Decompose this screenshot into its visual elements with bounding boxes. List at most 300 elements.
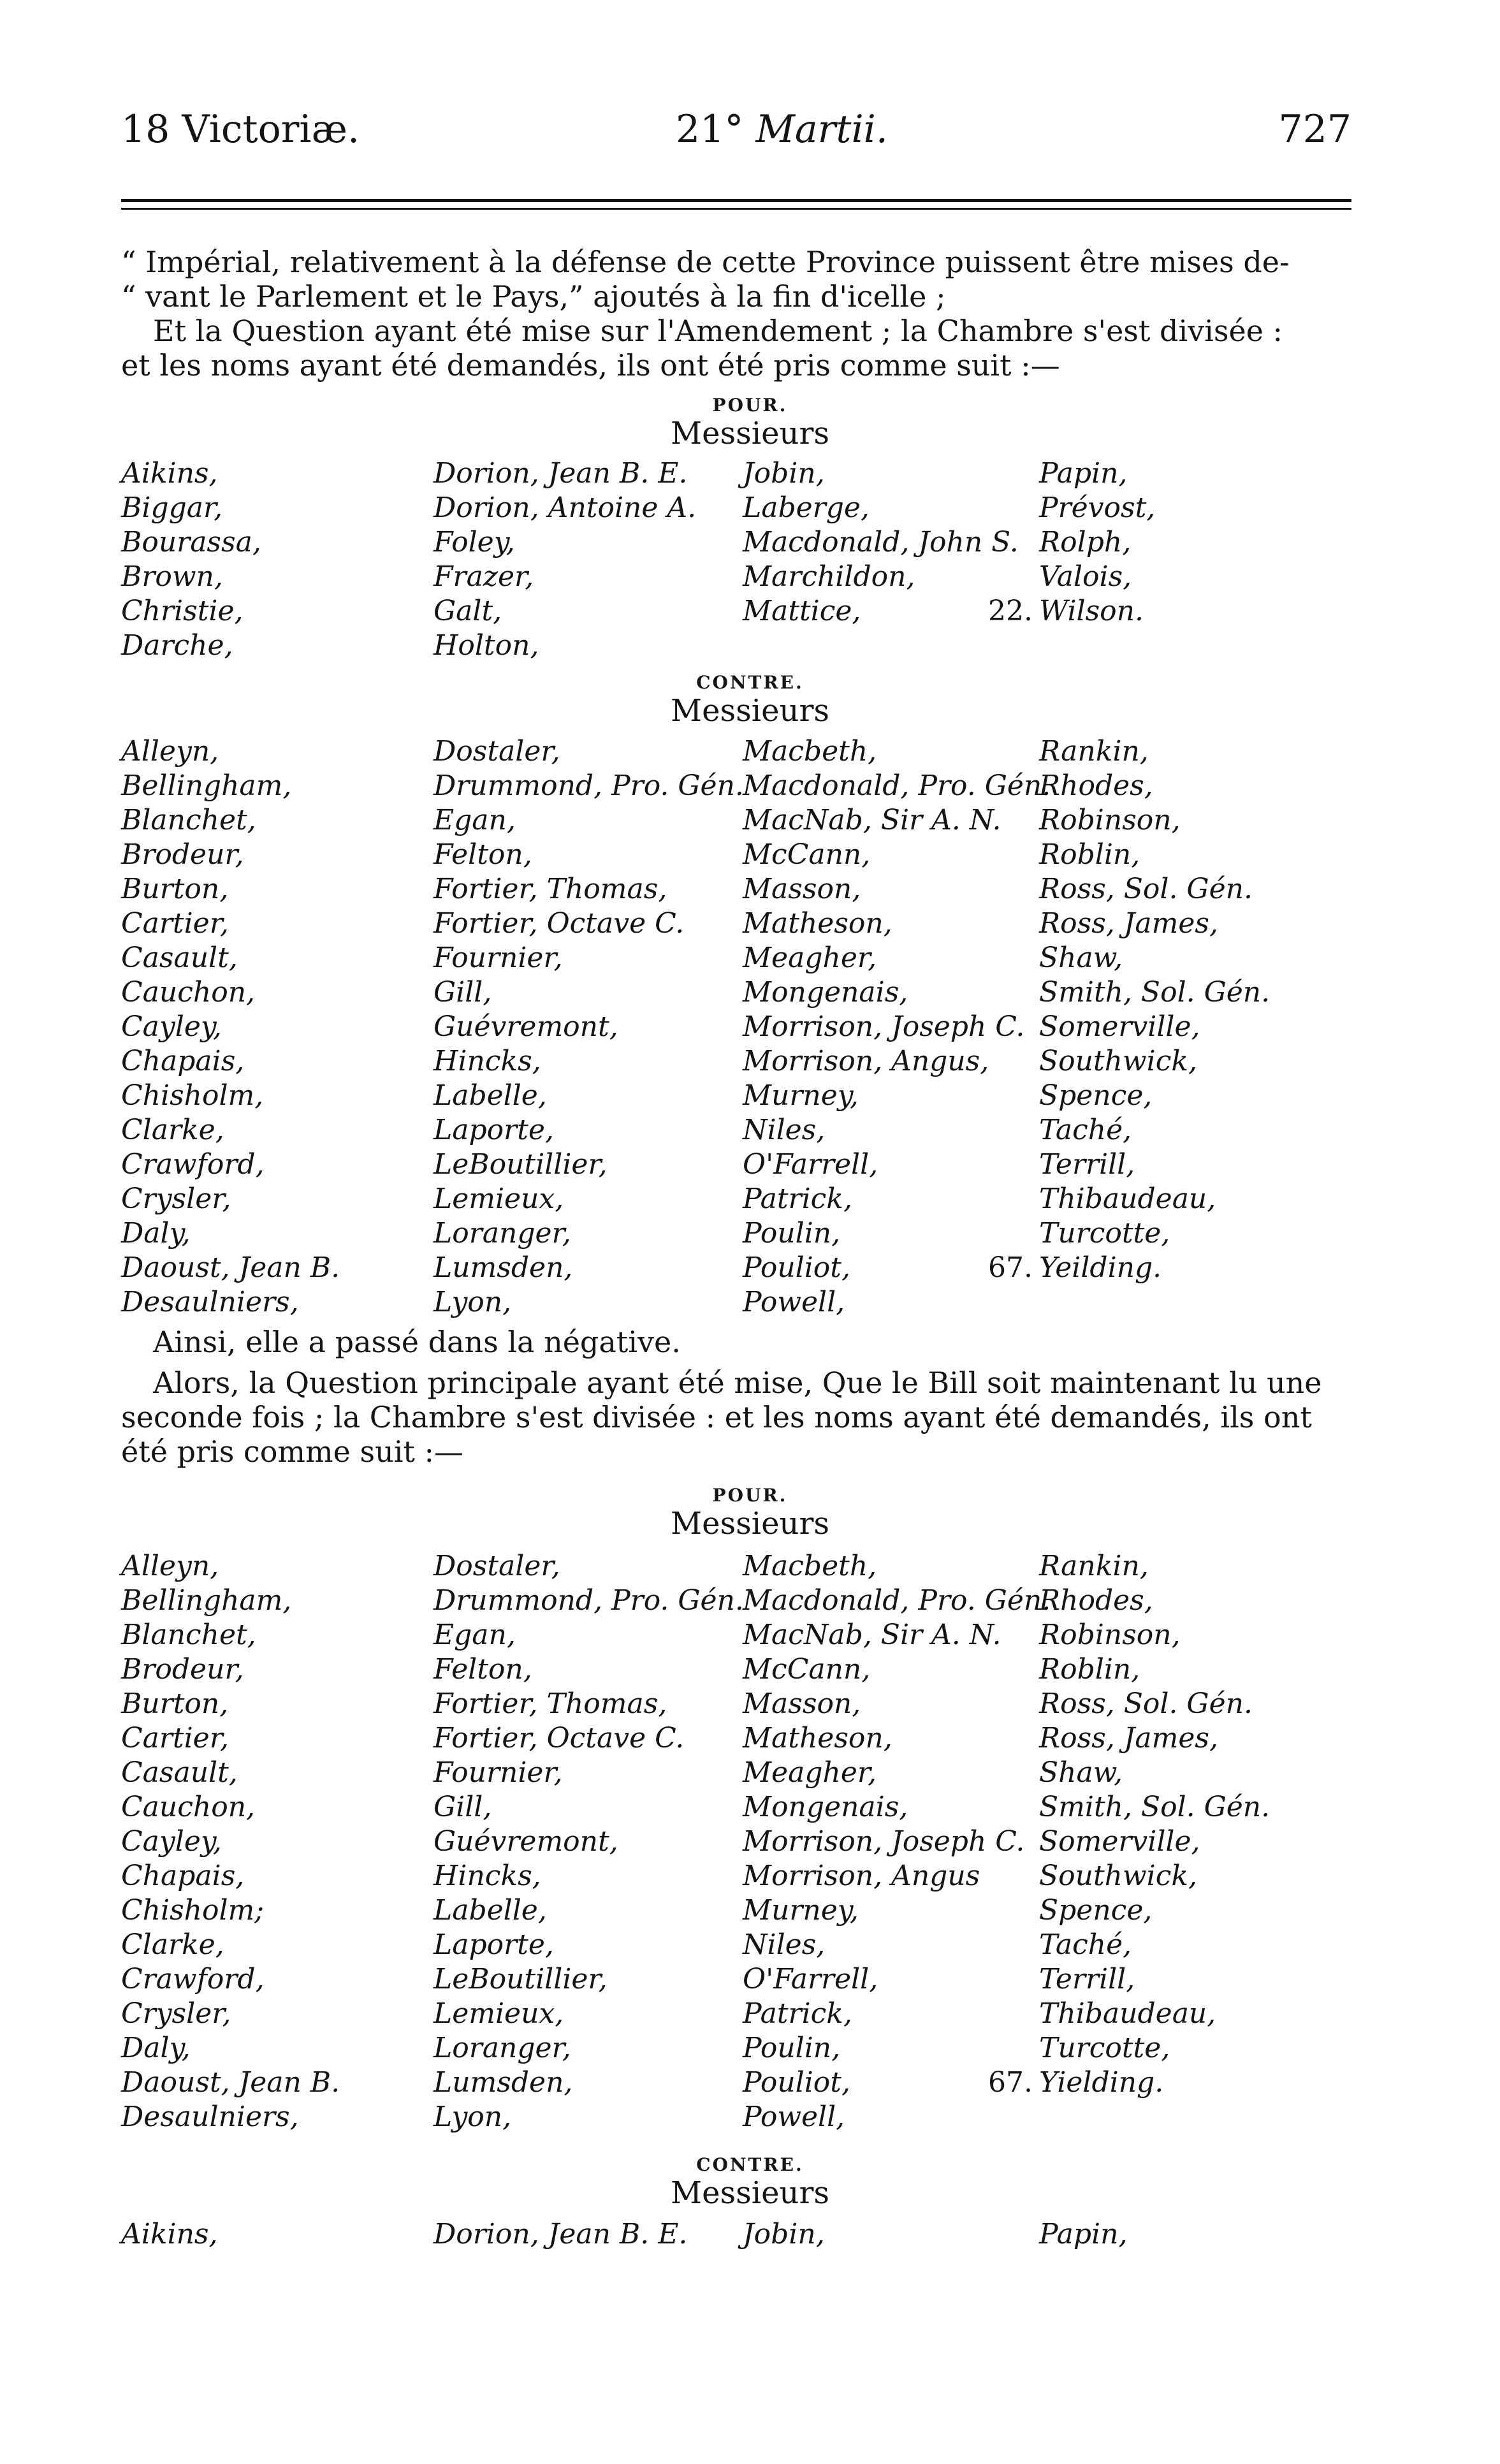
vote-row bbox=[121, 769, 1351, 803]
name-cell bbox=[743, 1825, 1024, 1859]
member-name: Burton, bbox=[121, 1688, 229, 1720]
vote-row bbox=[121, 1962, 1351, 1997]
name-cell bbox=[433, 2217, 687, 2252]
name-cell bbox=[121, 1928, 224, 1962]
member-name: Mongenais, bbox=[743, 1791, 908, 1823]
vote1-pour-heading bbox=[0, 395, 1500, 451]
member-name: Patrick, bbox=[743, 1183, 852, 1215]
member-name: Brown, bbox=[121, 560, 223, 593]
name-cell bbox=[743, 525, 1019, 560]
name-cell bbox=[433, 838, 532, 872]
vote-row bbox=[121, 560, 1351, 594]
name-cell bbox=[1039, 1148, 1135, 1182]
member-name: Macbeth, bbox=[743, 1550, 877, 1582]
member-name: Crawford, bbox=[121, 1148, 265, 1181]
member-name: Ross, Sol. Gén. bbox=[1039, 873, 1253, 905]
name-cell bbox=[433, 525, 515, 560]
name-cell bbox=[743, 907, 892, 941]
member-name: Blanchet, bbox=[121, 804, 256, 836]
name-cell bbox=[1039, 1893, 1152, 1928]
vote-row bbox=[121, 1079, 1351, 1113]
name-cell bbox=[743, 1148, 878, 1182]
member-name: Brodeur, bbox=[121, 1653, 244, 1686]
page-number: 727 bbox=[1278, 107, 1351, 152]
name-cell bbox=[743, 1044, 989, 1079]
vote2-pour-heading bbox=[0, 1485, 1500, 1542]
member-name: Foley, bbox=[433, 526, 515, 558]
vote-row bbox=[121, 456, 1351, 491]
member-name: Dostaler, bbox=[433, 735, 560, 768]
vote-row bbox=[121, 1756, 1351, 1790]
vote-row bbox=[121, 1285, 1351, 1320]
member-name: Roblin, bbox=[1039, 1653, 1140, 1686]
member-name: Fortier, Octave C. bbox=[433, 907, 685, 940]
member-name: Laberge, bbox=[743, 492, 870, 524]
name-cell bbox=[1039, 1549, 1149, 1584]
vote-row bbox=[121, 594, 1351, 629]
vote-row bbox=[121, 629, 1351, 663]
name-cell bbox=[1039, 1997, 1216, 2031]
member-name: Lemieux, bbox=[433, 1997, 564, 2030]
member-name: Laporte, bbox=[433, 1928, 554, 1961]
name-cell bbox=[743, 1790, 908, 1825]
member-name: Dostaler, bbox=[433, 1550, 560, 1582]
name-cell bbox=[433, 941, 563, 975]
member-name: Brodeur, bbox=[121, 838, 244, 871]
name-cell bbox=[433, 803, 516, 838]
member-name: Yeilding. bbox=[1039, 1251, 1162, 1284]
member-name: Felton, bbox=[433, 838, 532, 871]
member-name: Masson, bbox=[743, 873, 861, 905]
name-cell bbox=[121, 941, 238, 975]
name-cell bbox=[1039, 1113, 1132, 1148]
member-name: Loranger, bbox=[433, 2032, 571, 2064]
vote-row bbox=[121, 1148, 1351, 1182]
name-cell bbox=[743, 803, 1001, 838]
member-name: Desaulniers, bbox=[121, 2101, 299, 2133]
name-cell bbox=[743, 1859, 980, 1893]
member-name: Robinson, bbox=[1039, 804, 1181, 836]
name-cell bbox=[743, 1182, 852, 1216]
name-cell bbox=[1039, 1687, 1253, 1721]
member-name: Ross, Sol. Gén. bbox=[1039, 1688, 1253, 1720]
member-name: Gill, bbox=[433, 1791, 492, 1823]
member-name: Mongenais, bbox=[743, 976, 908, 1009]
name-cell bbox=[121, 1216, 191, 1251]
name-cell bbox=[433, 1285, 511, 1320]
header-month: Martii. bbox=[755, 107, 888, 152]
member-name: Meagher, bbox=[743, 1756, 877, 1789]
name-cell bbox=[433, 1790, 492, 1825]
name-cell bbox=[1039, 2217, 1127, 2252]
name-cell bbox=[743, 560, 915, 594]
member-name: Cayley, bbox=[121, 1010, 222, 1043]
member-name: Chapais, bbox=[121, 1860, 245, 1892]
header-day: 21° bbox=[676, 107, 744, 152]
member-name: Prévost, bbox=[1039, 492, 1156, 524]
name-cell bbox=[743, 1618, 1001, 1652]
name-cell bbox=[121, 803, 256, 838]
member-name: Lumsden, bbox=[433, 1251, 573, 1284]
member-name: Papin, bbox=[1039, 457, 1128, 490]
name-cell bbox=[433, 1584, 744, 1618]
name-cell bbox=[121, 1148, 265, 1182]
name-cell bbox=[433, 1113, 554, 1148]
name-cell bbox=[121, 2100, 299, 2134]
name-cell bbox=[743, 2066, 850, 2100]
name-cell bbox=[1039, 907, 1218, 941]
name-cell bbox=[743, 1721, 892, 1756]
name-cell bbox=[121, 838, 244, 872]
question-line-3: été pris comme suit :— bbox=[121, 1434, 464, 1469]
name-cell bbox=[1039, 456, 1127, 491]
name-cell bbox=[433, 1825, 618, 1859]
name-cell bbox=[1039, 1790, 1270, 1825]
member-name: Wilson. bbox=[1039, 595, 1144, 627]
name-cell bbox=[433, 1962, 608, 1997]
vote-row bbox=[121, 1618, 1351, 1652]
vote-row bbox=[121, 1010, 1351, 1044]
member-name: Turcotte, bbox=[1039, 1217, 1170, 1250]
name-cell bbox=[121, 491, 222, 525]
member-name: Pouliot, bbox=[743, 2066, 850, 2099]
name-cell bbox=[743, 872, 861, 907]
member-name: Rolph, bbox=[1039, 526, 1132, 558]
member-name: Valois, bbox=[1039, 560, 1132, 593]
member-name: Ross, James, bbox=[1039, 907, 1218, 940]
member-name: Robinson, bbox=[1039, 1619, 1181, 1651]
vote-row bbox=[121, 1044, 1351, 1079]
name-cell bbox=[433, 2031, 571, 2066]
member-name: Lumsden, bbox=[433, 2066, 573, 2099]
question-line-1: Alors, la Question principale ayant été mise, Que le Bill soit maintenant lu une bbox=[153, 1366, 1322, 1400]
vote-row bbox=[121, 1893, 1351, 1928]
name-cell bbox=[1039, 2031, 1170, 2066]
member-name: Felton, bbox=[433, 1653, 532, 1686]
member-name: Casault, bbox=[121, 1756, 238, 1789]
vote1-pour-list bbox=[121, 456, 1351, 663]
name-cell bbox=[121, 1859, 244, 1893]
name-cell bbox=[433, 1756, 563, 1790]
member-name: Turcotte, bbox=[1039, 2032, 1170, 2064]
member-name: Aikins, bbox=[121, 2218, 218, 2250]
name-cell bbox=[121, 975, 255, 1010]
member-name: Jobin, bbox=[743, 457, 825, 490]
messieurs-label: Messieurs bbox=[670, 416, 830, 451]
member-name: Thibaudeau, bbox=[1039, 1183, 1216, 1215]
name-cell bbox=[121, 1044, 244, 1079]
member-name: Dorion, Jean B. E. bbox=[433, 2218, 688, 2250]
name-cell bbox=[743, 975, 908, 1010]
member-name: Blanchet, bbox=[121, 1619, 256, 1651]
member-name: Dorion, Antoine A. bbox=[433, 492, 697, 524]
intro-line-4: et les noms ayant été demandés, ils ont été pris comme suit :— bbox=[121, 348, 1060, 383]
member-name: Southwick, bbox=[1039, 1045, 1198, 1077]
member-name: Roblin, bbox=[1039, 838, 1140, 871]
name-cell bbox=[121, 1618, 256, 1652]
member-name: Southwick, bbox=[1039, 1860, 1198, 1892]
member-name: Matheson, bbox=[743, 907, 892, 940]
member-name: Meagher, bbox=[743, 942, 877, 974]
name-cell bbox=[743, 2217, 825, 2252]
member-name: Drummond, Pro. Gén. bbox=[433, 769, 744, 802]
messieurs-label: Messieurs bbox=[670, 1506, 830, 1542]
name-cell bbox=[433, 1010, 618, 1044]
vote-row bbox=[121, 1584, 1351, 1618]
member-name: Darche, bbox=[121, 629, 233, 662]
vote2-contre-heading bbox=[0, 2155, 1500, 2211]
member-name: Christie, bbox=[121, 595, 244, 627]
name-cell bbox=[121, 1756, 238, 1790]
name-cell bbox=[121, 2031, 191, 2066]
name-cell bbox=[1039, 734, 1149, 769]
member-name: Holton, bbox=[433, 629, 539, 662]
name-cell bbox=[121, 1893, 264, 1928]
member-name: Fortier, Thomas, bbox=[433, 1688, 667, 1720]
name-cell bbox=[121, 1010, 222, 1044]
vote-row bbox=[121, 941, 1351, 975]
member-name: Cayley, bbox=[121, 1825, 222, 1858]
name-cell bbox=[743, 1584, 1051, 1618]
member-name: Niles, bbox=[743, 1114, 826, 1146]
name-cell bbox=[433, 456, 687, 491]
vote-row bbox=[121, 1251, 1351, 1285]
vote-row bbox=[121, 525, 1351, 560]
member-name: Lyon, bbox=[433, 2101, 512, 2133]
member-name: LeBoutillier, bbox=[433, 1148, 608, 1181]
member-name: Rankin, bbox=[1039, 1550, 1149, 1582]
member-name: Marchildon, bbox=[743, 560, 915, 593]
member-name: McCann, bbox=[743, 838, 871, 871]
name-cell bbox=[1039, 1652, 1140, 1687]
name-cell bbox=[743, 1756, 877, 1790]
vote-row bbox=[121, 2031, 1351, 2066]
member-name: Crysler, bbox=[121, 1997, 231, 2030]
member-name: Fournier, bbox=[433, 1756, 563, 1789]
header-rule bbox=[121, 199, 1351, 202]
member-name: Terrill, bbox=[1039, 1148, 1135, 1181]
name-cell bbox=[743, 491, 870, 525]
member-name: Gill, bbox=[433, 976, 492, 1009]
vote-row bbox=[121, 734, 1351, 769]
vote2-pour-list bbox=[121, 1549, 1351, 2134]
name-cell bbox=[743, 1010, 1024, 1044]
member-name: Labelle, bbox=[433, 1079, 547, 1112]
vote-row bbox=[121, 1216, 1351, 1251]
member-name: Patrick, bbox=[743, 1997, 852, 2030]
pour-label: POUR. bbox=[712, 395, 788, 416]
name-cell bbox=[121, 525, 261, 560]
name-cell bbox=[1039, 1825, 1200, 1859]
running-header bbox=[121, 107, 1351, 177]
name-cell bbox=[743, 1997, 852, 2031]
member-name: Papin, bbox=[1039, 2218, 1128, 2250]
member-name: Biggar, bbox=[121, 492, 223, 524]
name-cell bbox=[433, 1928, 554, 1962]
intro-line-1: “ Impérial, relativement à la défense de cette Province puissent être mises de- bbox=[121, 245, 1290, 279]
vote-row bbox=[121, 872, 1351, 907]
name-cell bbox=[743, 941, 877, 975]
member-name: Somerville, bbox=[1039, 1010, 1200, 1043]
name-cell bbox=[743, 1251, 850, 1285]
name-cell bbox=[121, 1079, 263, 1113]
name-cell bbox=[1039, 1079, 1152, 1113]
vote-count: 67. bbox=[988, 2066, 1033, 2099]
name-cell bbox=[433, 1549, 560, 1584]
name-cell bbox=[743, 2100, 845, 2134]
member-name: Masson, bbox=[743, 1688, 861, 1720]
name-cell bbox=[433, 1148, 608, 1182]
vote-row bbox=[121, 975, 1351, 1010]
pour-label: POUR. bbox=[712, 1485, 788, 1506]
name-cell bbox=[433, 1182, 564, 1216]
member-name: Cauchon, bbox=[121, 1791, 256, 1823]
member-name: Clarke, bbox=[121, 1928, 224, 1961]
member-name: Hincks, bbox=[433, 1045, 541, 1077]
name-cell bbox=[743, 734, 877, 769]
name-cell bbox=[743, 594, 861, 629]
member-name: Egan, bbox=[433, 1619, 516, 1651]
name-cell bbox=[743, 1285, 845, 1320]
contre-label: CONTRE. bbox=[696, 672, 804, 693]
member-name: Laporte, bbox=[433, 1114, 554, 1146]
name-cell bbox=[433, 1251, 572, 1285]
vote2-contre-list bbox=[121, 2217, 1351, 2252]
name-cell bbox=[121, 872, 228, 907]
name-cell bbox=[743, 1893, 859, 1928]
member-name: Murney, bbox=[743, 1079, 859, 1112]
member-name: Murney, bbox=[743, 1894, 859, 1927]
name-cell bbox=[121, 456, 218, 491]
vote-row bbox=[121, 1825, 1351, 1859]
name-cell bbox=[433, 734, 560, 769]
member-name: Desaulniers, bbox=[121, 1286, 299, 1318]
vote-row bbox=[121, 1687, 1351, 1721]
name-cell bbox=[1039, 1584, 1153, 1618]
member-name: Cartier, bbox=[121, 907, 229, 940]
name-cell bbox=[121, 734, 219, 769]
name-cell bbox=[121, 1285, 299, 1320]
member-name: Crysler, bbox=[121, 1183, 231, 1215]
member-name: Alleyn, bbox=[121, 1550, 219, 1582]
name-cell bbox=[1039, 872, 1253, 907]
name-cell bbox=[121, 1584, 291, 1618]
name-cell bbox=[1039, 525, 1131, 560]
name-cell bbox=[743, 1687, 861, 1721]
name-cell bbox=[121, 2217, 218, 2252]
messieurs-label: Messieurs bbox=[670, 693, 830, 729]
member-name: O'Farrell, bbox=[743, 1148, 878, 1181]
member-name: Aikins, bbox=[121, 457, 218, 490]
vote-row bbox=[121, 1997, 1351, 2031]
member-name: Rankin, bbox=[1039, 735, 1149, 768]
member-name: Morrison, Joseph C. bbox=[743, 1010, 1025, 1043]
member-name: Labelle, bbox=[433, 1894, 547, 1927]
name-cell bbox=[121, 907, 229, 941]
vote-row bbox=[121, 1652, 1351, 1687]
name-cell bbox=[1039, 1010, 1200, 1044]
name-cell bbox=[1039, 1859, 1197, 1893]
name-cell bbox=[433, 2066, 572, 2100]
vote-row bbox=[121, 1182, 1351, 1216]
member-name: Cartier, bbox=[121, 1722, 229, 1754]
member-name: Loranger, bbox=[433, 1217, 571, 1250]
member-name: Spence, bbox=[1039, 1894, 1153, 1927]
name-cell bbox=[1039, 1618, 1181, 1652]
name-cell bbox=[1039, 560, 1132, 594]
member-name: Ross, James, bbox=[1039, 1722, 1218, 1754]
name-cell bbox=[433, 1687, 667, 1721]
member-name: Drummond, Pro. Gén. bbox=[433, 1584, 744, 1617]
vote-row bbox=[121, 1549, 1351, 1584]
member-name: Casault, bbox=[121, 942, 238, 974]
member-name: Rhodes, bbox=[1039, 769, 1153, 802]
name-cell bbox=[433, 769, 744, 803]
header-date bbox=[676, 107, 888, 152]
vote-row bbox=[121, 1859, 1351, 1893]
member-name: Lemieux, bbox=[433, 1183, 564, 1215]
name-cell bbox=[433, 491, 696, 525]
vote-row bbox=[121, 2066, 1351, 2100]
member-name: Hincks, bbox=[433, 1860, 541, 1892]
name-cell bbox=[433, 560, 534, 594]
name-cell bbox=[433, 1893, 547, 1928]
name-cell bbox=[1039, 1721, 1218, 1756]
member-name: Taché, bbox=[1039, 1114, 1132, 1146]
result-line: Ainsi, elle a passé dans la négative. bbox=[153, 1325, 681, 1359]
name-cell bbox=[433, 594, 502, 629]
member-name: Mattice, bbox=[743, 595, 861, 627]
name-cell bbox=[121, 2066, 340, 2100]
member-name: Bellingham, bbox=[121, 769, 292, 802]
member-name: Alleyn, bbox=[121, 735, 219, 768]
member-name: Yielding. bbox=[1039, 2066, 1164, 2099]
name-cell bbox=[121, 1997, 231, 2031]
member-name: Bellingham, bbox=[121, 1584, 292, 1617]
vote-row bbox=[121, 1721, 1351, 1756]
member-name: Powell, bbox=[743, 2101, 845, 2133]
name-cell bbox=[121, 1182, 231, 1216]
member-name: MacNab, Sir A. N. bbox=[743, 1619, 1001, 1651]
member-name: Daoust, Jean B. bbox=[121, 2066, 340, 2099]
name-cell bbox=[433, 1652, 532, 1687]
member-name: Macdonald, Pro. Gén. bbox=[743, 1584, 1051, 1617]
member-name: Fournier, bbox=[433, 942, 563, 974]
name-cell bbox=[433, 1044, 541, 1079]
member-name: Burton, bbox=[121, 873, 229, 905]
member-name: Terrill, bbox=[1039, 1963, 1135, 1995]
name-cell bbox=[743, 769, 1051, 803]
member-name: Daoust, Jean B. bbox=[121, 1251, 340, 1284]
member-name: Morrison, Angus, bbox=[743, 1045, 989, 1077]
name-cell bbox=[1039, 1044, 1197, 1079]
name-cell bbox=[743, 1079, 859, 1113]
member-name: Fortier, Thomas, bbox=[433, 873, 667, 905]
name-cell bbox=[433, 975, 492, 1010]
member-name: Spence, bbox=[1039, 1079, 1153, 1112]
contre-label: CONTRE. bbox=[696, 2154, 804, 2175]
member-name: Niles, bbox=[743, 1928, 826, 1961]
name-cell bbox=[1039, 803, 1181, 838]
name-cell bbox=[433, 1721, 684, 1756]
vote-count: 22. bbox=[988, 595, 1033, 627]
member-name: Cauchon, bbox=[121, 976, 256, 1009]
member-name: Shaw, bbox=[1039, 1756, 1123, 1789]
header-session: 18 Victoriæ. bbox=[121, 107, 360, 152]
name-cell bbox=[743, 2031, 840, 2066]
intro-line-3: Et la Question ayant été mise sur l'Amendement ; la Chambre s'est divisée : bbox=[153, 314, 1283, 348]
vote1-contre-heading bbox=[0, 673, 1500, 729]
